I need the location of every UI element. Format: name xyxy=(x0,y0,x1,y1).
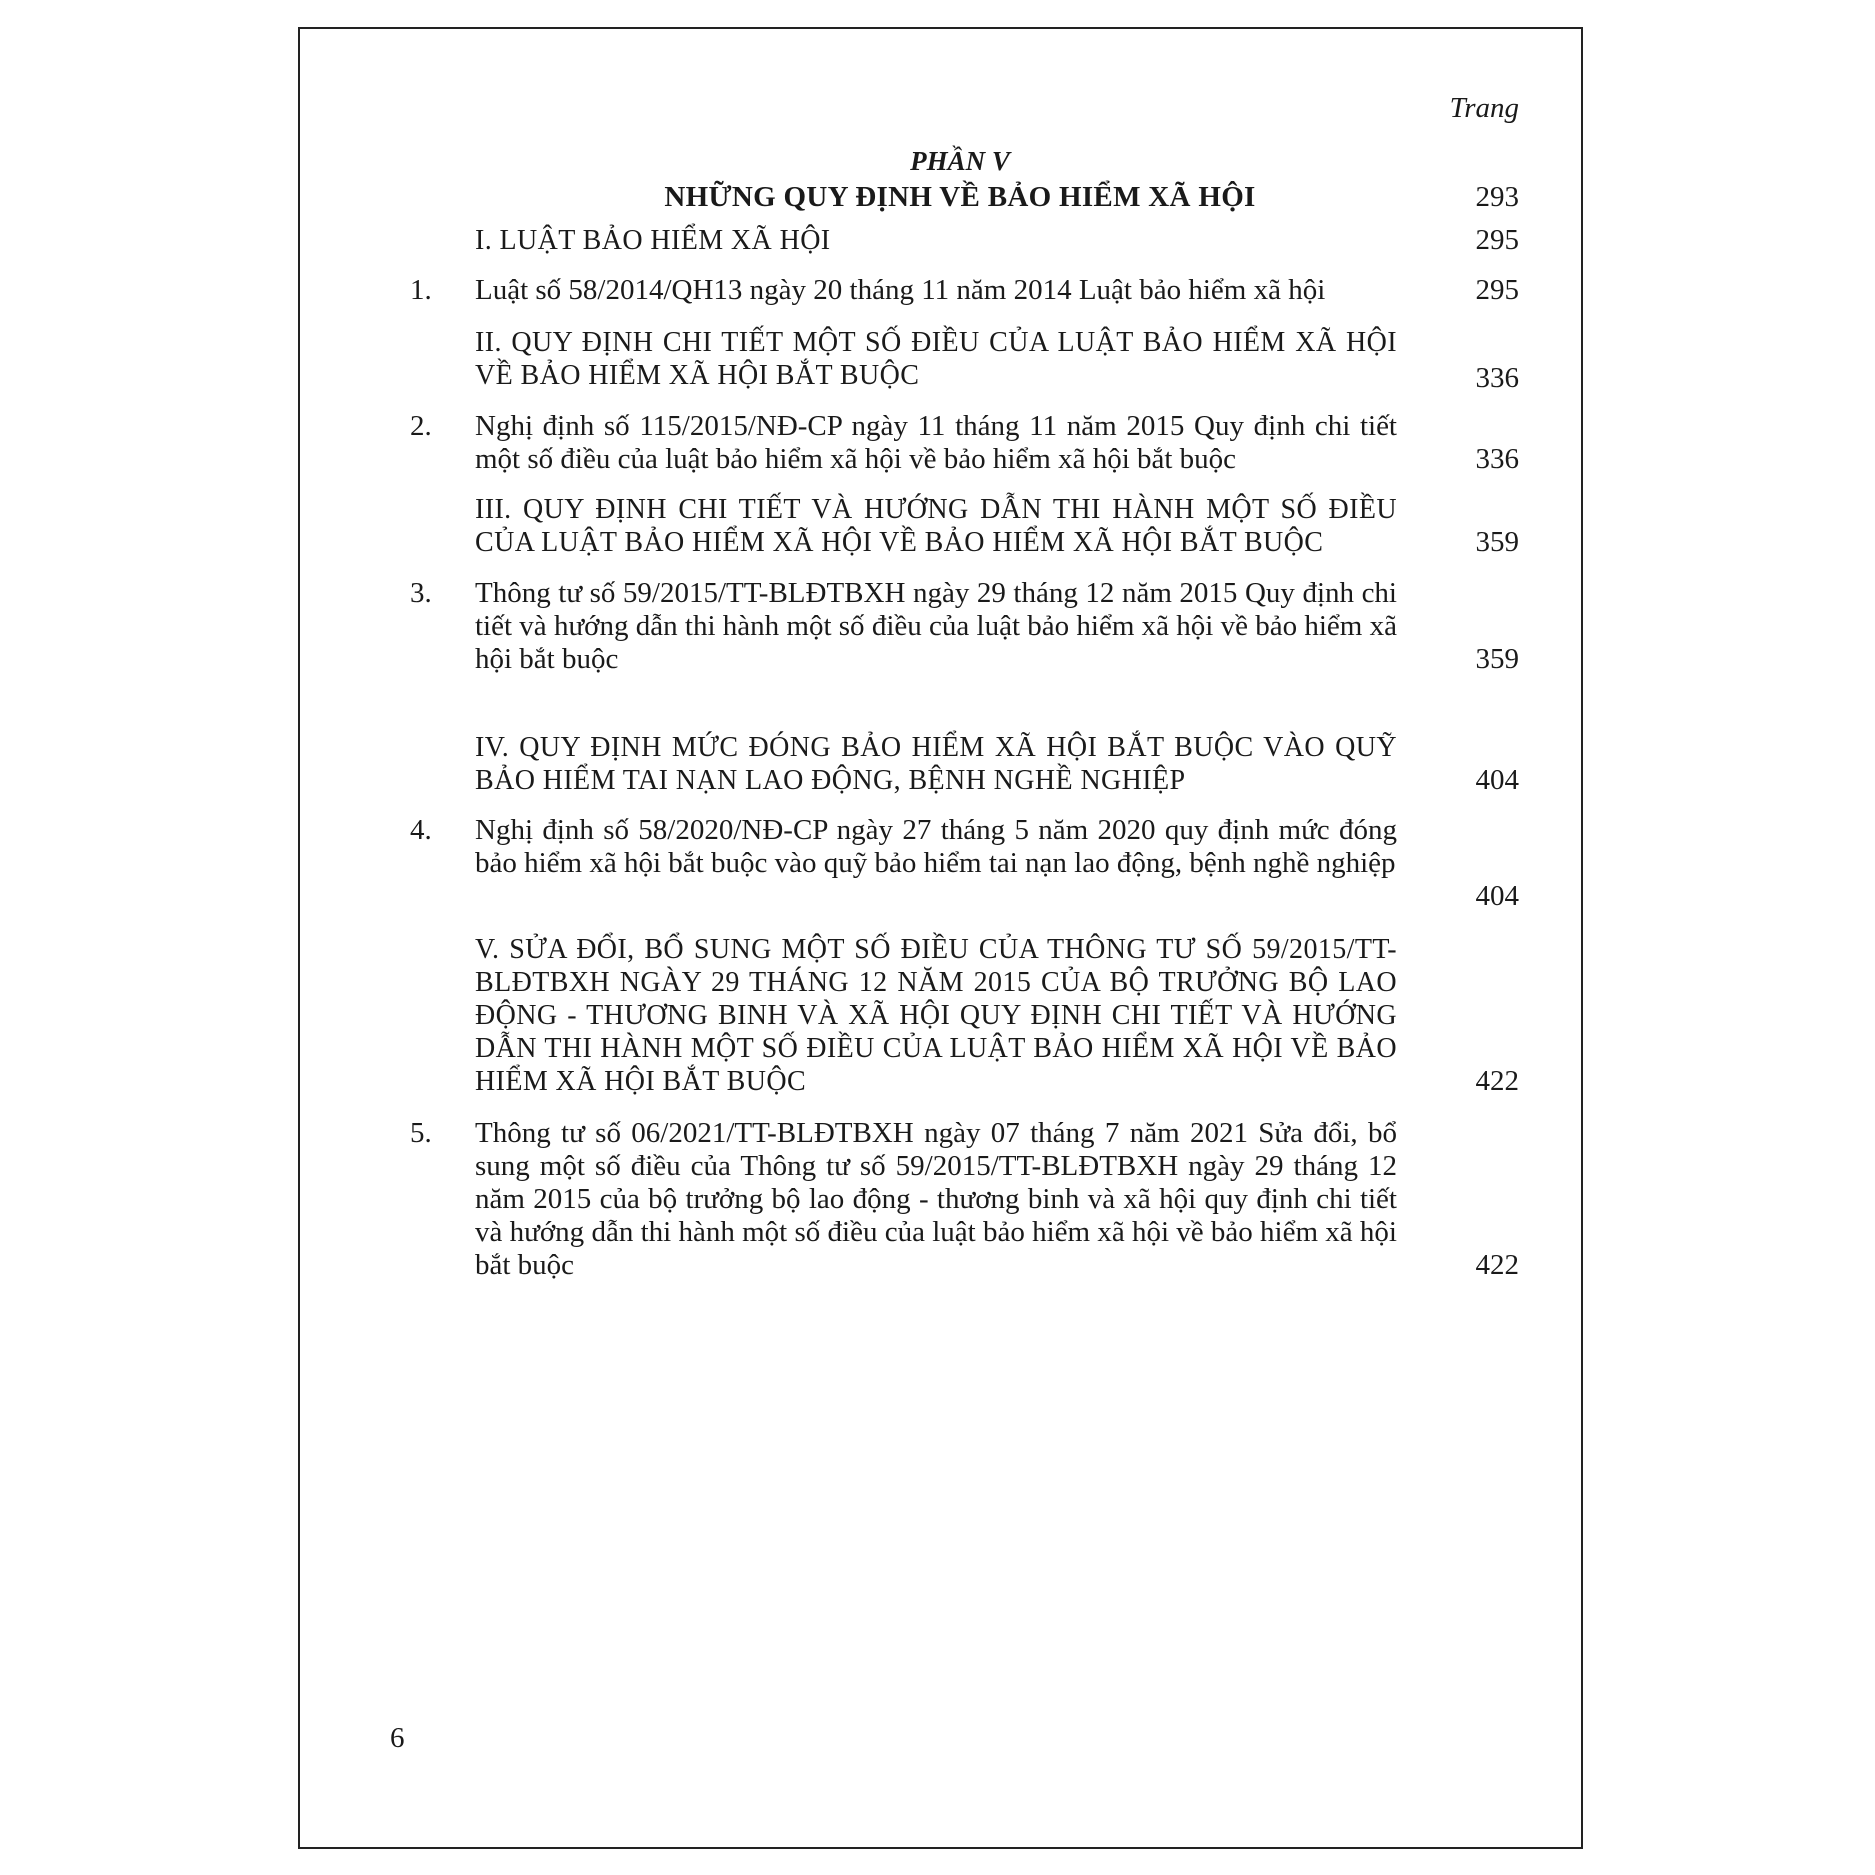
toc-entry-text: V. SỬA ĐỔI, BỔ SUNG MỘT SỐ ĐIỀU CỦA THÔNG TƯ SỐ 59/2015/TT-BLĐTBXH NGÀY 29 THÁNG 12 NĂM 2015 CỦA BỘ TRƯỞNG BỘ LAO ĐỘNG - THƯƠNG BINH VÀ XÃ HỘI QUY ĐỊNH CHI TIẾT VÀ HƯỚNG DẪN THI HÀNH MỘT SỐ ĐIỀU CỦA LUẬT BẢO HIỂM XÃ HỘI VỀ BẢO HIỂM XÃ HỘI BẮT BUỘC xyxy=(475,934,1397,1097)
toc-entry-page: 359 xyxy=(1475,526,1519,558)
toc-entry-page: 295 xyxy=(1475,274,1519,306)
toc-entry-text: Thông tư số 59/2015/TT-BLĐTBXH ngày 29 tháng 12 năm 2015 Quy định chi tiết và hướng dẫn thi hành một số điều của luật bảo hiểm xã hội về bảo hiểm xã hội bắt buộc xyxy=(475,577,1397,675)
toc-entry-text: Thông tư số 06/2021/TT-BLĐTBXH ngày 07 tháng 7 năm 2021 Sửa đổi, bổ sung một số điều của Thông tư số 59/2015/TT-BLĐTBXH ngày 29 tháng 12 năm 2015 của bộ trưởng bộ lao động - thương binh và xã hội quy định chi tiết và hướng dẫn thi hành một số điều của luật bảo hiểm xã hội về bảo hiểm xã hội bắt buộc xyxy=(475,1117,1397,1281)
part-label: PHẦN V xyxy=(910,146,1010,176)
toc-entry-page: 359 xyxy=(1475,643,1519,675)
toc-entry-text: II. QUY ĐỊNH CHI TIẾT MỘT SỐ ĐIỀU CỦA LUẬT BẢO HIỂM XÃ HỘI VỀ BẢO HIỂM XÃ HỘI BẮT BUỘC xyxy=(475,327,1397,391)
document-page xyxy=(298,27,1583,1849)
toc-entry-page: 422 xyxy=(1475,1249,1519,1281)
toc-entry-text: III. QUY ĐỊNH CHI TIẾT VÀ HƯỚNG DẪN THI HÀNH MỘT SỐ ĐIỀU CỦA LUẬT BẢO HIỂM XÃ HỘI VỀ BẢO HIỂM XÃ HỘI BẮT BUỘC xyxy=(475,494,1397,558)
toc-entry-page: 422 xyxy=(1475,1065,1519,1097)
toc-entry-number: 5. xyxy=(410,1117,432,1149)
toc-entry-text: Nghị định số 115/2015/NĐ-CP ngày 11 tháng 11 năm 2015 Quy định chi tiết một số điều của luật bảo hiểm xã hội về bảo hiểm xã hội bắt buộc xyxy=(475,410,1397,475)
toc-entry-text: IV. QUY ĐỊNH MỨC ĐÓNG BẢO HIỂM XÃ HỘI BẮT BUỘC VÀO QUỸ BẢO HIỂM TAI NẠN LAO ĐỘNG, BỆNH NGHỀ NGHIỆP xyxy=(475,732,1397,796)
toc-entry-page: 404 xyxy=(1475,764,1519,796)
toc-entry-page: 336 xyxy=(1475,443,1519,475)
toc-entry-text: Luật số 58/2014/QH13 ngày 20 tháng 11 năm 2014 Luật bảo hiểm xã hội xyxy=(475,274,1326,306)
toc-entry-text: I. LUẬT BẢO HIỂM XÃ HỘI xyxy=(475,225,831,256)
toc-entry-page: 336 xyxy=(1475,362,1519,394)
toc-entry-number: 2. xyxy=(410,410,432,442)
toc-entry-number: 1. xyxy=(410,274,432,306)
page-column-header: Trang xyxy=(1449,92,1519,124)
part-title: NHỮNG QUY ĐỊNH VỀ BẢO HIỂM XÃ HỘI xyxy=(664,181,1256,213)
toc-entry-number: 3. xyxy=(410,577,432,609)
page-number: 6 xyxy=(390,1722,405,1754)
toc-entry-text: Nghị định số 58/2020/NĐ-CP ngày 27 tháng 5 năm 2020 quy định mức đóng bảo hiểm xã hội bắt buộc vào quỹ bảo hiểm tai nạn lao động, bệnh nghề nghiệp xyxy=(475,814,1397,879)
table-of-contents xyxy=(300,29,1581,1847)
part-page-number: 293 xyxy=(1475,181,1519,213)
toc-entry-number: 4. xyxy=(410,814,432,846)
toc-entry-page: 404 xyxy=(1475,880,1519,912)
toc-entry-page: 295 xyxy=(1475,224,1519,256)
